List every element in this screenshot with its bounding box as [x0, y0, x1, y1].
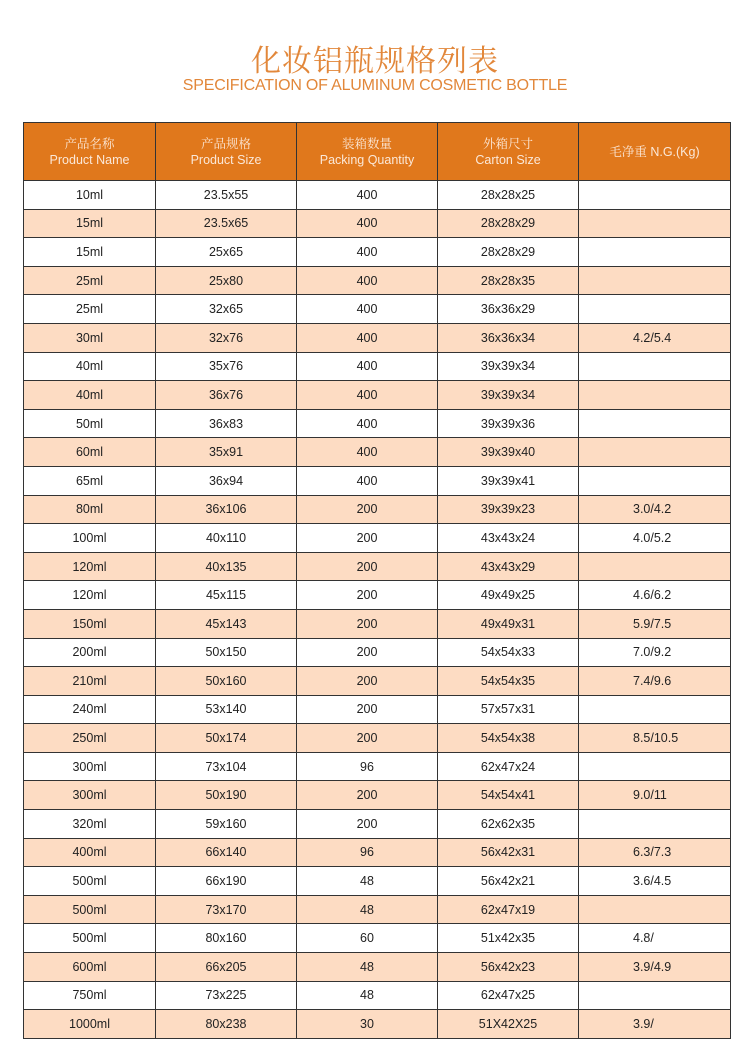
product-name-cell: 120ml	[24, 581, 156, 610]
table-row	[24, 466, 731, 495]
carton-size-cell: 62x47x25	[438, 981, 579, 1010]
weight-cell: 7.4/9.6	[579, 667, 731, 696]
product-size-cell: 45x115	[156, 581, 297, 610]
packing-quantity-cell: 96	[297, 838, 438, 867]
table-row	[24, 181, 731, 210]
product-name-cell: 120ml	[24, 552, 156, 581]
packing-quantity-cell: 48	[297, 981, 438, 1010]
weight-cell: 4.0/5.2	[579, 524, 731, 553]
carton-size-cell: 43x43x29	[438, 552, 579, 581]
product-size-cell: 50x174	[156, 724, 297, 753]
product-name-cell: 100ml	[24, 524, 156, 553]
weight-cell: 4.2/5.4	[579, 323, 731, 352]
table-row	[24, 781, 731, 810]
product-name-cell: 60ml	[24, 438, 156, 467]
header-en: Packing Quantity	[319, 152, 415, 167]
product-size-cell: 35x76	[156, 352, 297, 381]
page-subtitle: SPECIFICATION OF ALUMINUM COSMETIC BOTTLE	[182, 77, 568, 94]
weight-cell	[579, 181, 731, 210]
product-name-cell: 400ml	[24, 838, 156, 867]
carton-size-cell: 62x47x24	[438, 752, 579, 781]
product-size-cell: 36x76	[156, 381, 297, 410]
product-size-cell: 80x160	[156, 924, 297, 953]
table-row	[24, 953, 731, 982]
product-size-cell: 25x80	[156, 266, 297, 295]
carton-size-cell: 51X42X25	[438, 1010, 579, 1039]
carton-size-cell: 49x49x25	[438, 581, 579, 610]
packing-quantity-cell: 400	[297, 409, 438, 438]
spec-table	[23, 122, 731, 1039]
table-row	[24, 266, 731, 295]
header-packing-quantity	[297, 123, 438, 181]
header-cn: 外箱尺寸	[482, 136, 533, 151]
product-name-cell: 210ml	[24, 667, 156, 696]
product-name-cell: 320ml	[24, 810, 156, 839]
product-name-cell: 40ml	[24, 381, 156, 410]
weight-cell	[579, 438, 731, 467]
product-size-cell: 40x110	[156, 524, 297, 553]
table-row	[24, 667, 731, 696]
packing-quantity-cell: 200	[297, 781, 438, 810]
product-name-cell: 300ml	[24, 781, 156, 810]
product-size-cell: 50x150	[156, 638, 297, 667]
product-name-cell: 500ml	[24, 924, 156, 953]
packing-quantity-cell: 200	[297, 667, 438, 696]
packing-quantity-cell: 400	[297, 352, 438, 381]
weight-cell: 3.9/	[579, 1010, 731, 1039]
carton-size-cell: 56x42x21	[438, 867, 579, 896]
packing-quantity-cell: 400	[297, 438, 438, 467]
product-size-cell: 73x104	[156, 752, 297, 781]
weight-cell: 3.0/4.2	[579, 495, 731, 524]
carton-size-cell: 54x54x38	[438, 724, 579, 753]
product-size-cell: 73x225	[156, 981, 297, 1010]
packing-quantity-cell: 200	[297, 810, 438, 839]
table-row	[24, 752, 731, 781]
product-size-cell: 66x205	[156, 953, 297, 982]
packing-quantity-cell: 60	[297, 924, 438, 953]
weight-cell	[579, 409, 731, 438]
header-carton-size	[438, 123, 579, 181]
carton-size-cell: 49x49x31	[438, 609, 579, 638]
carton-size-cell: 39x39x23	[438, 495, 579, 524]
header-weight	[579, 123, 731, 181]
product-size-cell: 59x160	[156, 810, 297, 839]
product-name-cell: 250ml	[24, 724, 156, 753]
carton-size-cell: 62x47x19	[438, 895, 579, 924]
weight-cell	[579, 266, 731, 295]
carton-size-cell: 39x39x41	[438, 466, 579, 495]
packing-quantity-cell: 200	[297, 724, 438, 753]
product-name-cell: 500ml	[24, 895, 156, 924]
product-name-cell: 30ml	[24, 323, 156, 352]
table-row	[24, 581, 731, 610]
packing-quantity-cell: 400	[297, 466, 438, 495]
weight-cell: 8.5/10.5	[579, 724, 731, 753]
table-row	[24, 323, 731, 352]
header-cn: 产品规格	[200, 136, 251, 151]
packing-quantity-cell: 200	[297, 695, 438, 724]
packing-quantity-cell: 400	[297, 209, 438, 238]
carton-size-cell: 36x36x29	[438, 295, 579, 324]
product-name-cell: 15ml	[24, 238, 156, 267]
packing-quantity-cell: 48	[297, 867, 438, 896]
carton-size-cell: 36x36x34	[438, 323, 579, 352]
table-row	[24, 209, 731, 238]
packing-quantity-cell: 200	[297, 609, 438, 638]
packing-quantity-cell: 200	[297, 638, 438, 667]
carton-size-cell: 62x62x35	[438, 810, 579, 839]
product-size-cell: 36x83	[156, 409, 297, 438]
table-row	[24, 867, 731, 896]
carton-size-cell: 39x39x34	[438, 381, 579, 410]
packing-quantity-cell: 200	[297, 524, 438, 553]
weight-cell	[579, 810, 731, 839]
packing-quantity-cell: 48	[297, 953, 438, 982]
product-size-cell: 36x106	[156, 495, 297, 524]
product-name-cell: 1000ml	[24, 1010, 156, 1039]
weight-cell: 3.9/4.9	[579, 953, 731, 982]
table-row	[24, 895, 731, 924]
table-row	[24, 524, 731, 553]
product-size-cell: 80x238	[156, 1010, 297, 1039]
table-row	[24, 552, 731, 581]
packing-quantity-cell: 400	[297, 295, 438, 324]
weight-cell: 9.0/11	[579, 781, 731, 810]
product-name-cell: 150ml	[24, 609, 156, 638]
product-name-cell: 500ml	[24, 867, 156, 896]
weight-cell	[579, 352, 731, 381]
weight-cell	[579, 981, 731, 1010]
table-row	[24, 810, 731, 839]
table-row	[24, 924, 731, 953]
weight-cell	[579, 752, 731, 781]
packing-quantity-cell: 96	[297, 752, 438, 781]
packing-quantity-cell: 400	[297, 238, 438, 267]
product-name-cell: 40ml	[24, 352, 156, 381]
product-name-cell: 200ml	[24, 638, 156, 667]
table-row	[24, 352, 731, 381]
header-en: Product Size	[190, 152, 262, 167]
table-header-row	[24, 123, 731, 181]
header-product-name	[24, 123, 156, 181]
packing-quantity-cell: 200	[297, 581, 438, 610]
product-size-cell: 32x65	[156, 295, 297, 324]
product-size-cell: 25x65	[156, 238, 297, 267]
carton-size-cell: 28x28x29	[438, 238, 579, 267]
packing-quantity-cell: 200	[297, 495, 438, 524]
table-row	[24, 695, 731, 724]
table-row	[24, 381, 731, 410]
carton-size-cell: 56x42x23	[438, 953, 579, 982]
carton-size-cell: 39x39x36	[438, 409, 579, 438]
weight-cell: 5.9/7.5	[579, 609, 731, 638]
weight-cell: 3.6/4.5	[579, 867, 731, 896]
weight-cell: 7.0/9.2	[579, 638, 731, 667]
packing-quantity-cell: 400	[297, 266, 438, 295]
header-en: Carton Size	[475, 152, 541, 167]
product-name-cell: 80ml	[24, 495, 156, 524]
table-row	[24, 838, 731, 867]
product-size-cell: 36x94	[156, 466, 297, 495]
carton-size-cell: 54x54x33	[438, 638, 579, 667]
product-size-cell: 23.5x55	[156, 181, 297, 210]
table-row	[24, 724, 731, 753]
table-row	[24, 638, 731, 667]
product-size-cell: 45x143	[156, 609, 297, 638]
packing-quantity-cell: 400	[297, 181, 438, 210]
product-name-cell: 65ml	[24, 466, 156, 495]
product-name-cell: 600ml	[24, 953, 156, 982]
product-size-cell: 40x135	[156, 552, 297, 581]
product-size-cell: 50x160	[156, 667, 297, 696]
weight-cell	[579, 238, 731, 267]
carton-size-cell: 39x39x34	[438, 352, 579, 381]
header-cn: 毛净重 N.G.(Kg)	[609, 144, 700, 159]
product-size-cell: 66x190	[156, 867, 297, 896]
product-name-cell: 750ml	[24, 981, 156, 1010]
header-cn: 装箱数量	[341, 136, 392, 151]
product-name-cell: 25ml	[24, 266, 156, 295]
carton-size-cell: 28x28x29	[438, 209, 579, 238]
packing-quantity-cell: 400	[297, 323, 438, 352]
carton-size-cell: 51x42x35	[438, 924, 579, 953]
weight-cell: 6.3/7.3	[579, 838, 731, 867]
page-title: 化妆铝瓶规格列表	[251, 44, 499, 79]
carton-size-cell: 28x28x35	[438, 266, 579, 295]
table-row	[24, 609, 731, 638]
weight-cell	[579, 466, 731, 495]
packing-quantity-cell: 400	[297, 381, 438, 410]
carton-size-cell: 54x54x35	[438, 667, 579, 696]
packing-quantity-cell: 48	[297, 895, 438, 924]
weight-cell	[579, 295, 731, 324]
header-cn: 产品名称	[64, 136, 115, 151]
header-product-size	[156, 123, 297, 181]
table-row	[24, 1010, 731, 1039]
product-size-cell: 53x140	[156, 695, 297, 724]
weight-cell: 4.6/6.2	[579, 581, 731, 610]
carton-size-cell: 28x28x25	[438, 181, 579, 210]
product-name-cell: 240ml	[24, 695, 156, 724]
packing-quantity-cell: 200	[297, 552, 438, 581]
product-size-cell: 66x140	[156, 838, 297, 867]
packing-quantity-cell: 30	[297, 1010, 438, 1039]
carton-size-cell: 54x54x41	[438, 781, 579, 810]
product-size-cell: 32x76	[156, 323, 297, 352]
weight-cell: 4.8/	[579, 924, 731, 953]
table-row	[24, 238, 731, 267]
product-name-cell: 300ml	[24, 752, 156, 781]
product-size-cell: 23.5x65	[156, 209, 297, 238]
weight-cell	[579, 552, 731, 581]
carton-size-cell: 39x39x40	[438, 438, 579, 467]
weight-cell	[579, 381, 731, 410]
weight-cell	[579, 209, 731, 238]
product-name-cell: 10ml	[24, 181, 156, 210]
carton-size-cell: 56x42x31	[438, 838, 579, 867]
product-name-cell: 50ml	[24, 409, 156, 438]
header-en: Product Name	[49, 152, 130, 167]
table-row	[24, 295, 731, 324]
table-row	[24, 495, 731, 524]
product-size-cell: 50x190	[156, 781, 297, 810]
product-size-cell: 73x170	[156, 895, 297, 924]
weight-cell	[579, 695, 731, 724]
product-name-cell: 15ml	[24, 209, 156, 238]
product-size-cell: 35x91	[156, 438, 297, 467]
table-row	[24, 438, 731, 467]
table-row	[24, 409, 731, 438]
product-name-cell: 25ml	[24, 295, 156, 324]
weight-cell	[579, 895, 731, 924]
carton-size-cell: 57x57x31	[438, 695, 579, 724]
table-row	[24, 981, 731, 1010]
carton-size-cell: 43x43x24	[438, 524, 579, 553]
